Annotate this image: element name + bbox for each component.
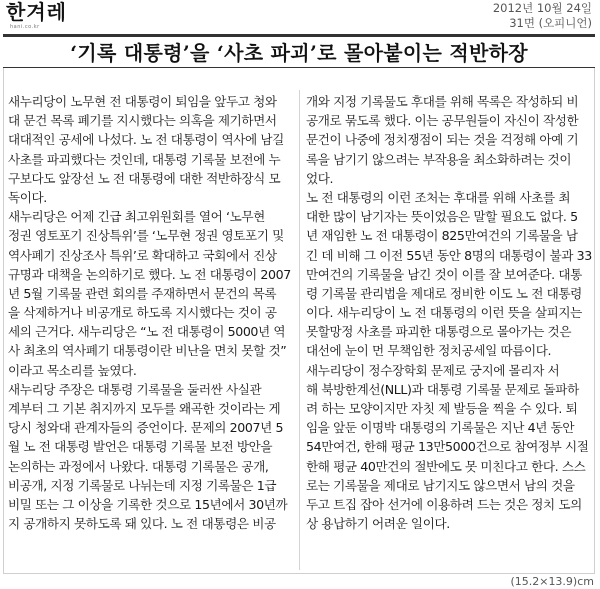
article-line: 려 하는 모양이지만 자칫 제 발등을 찍을 수 있다. 퇴 [306,401,578,416]
article-line: 규명과 대책을 논의하기로 했다. 노 전 대통령이 2007 [8,266,291,282]
article-line: 새누리당이 노무현 전 대통령이 퇴임을 앞두고 청와 [8,94,277,109]
article-line: 대 문건 목록 폐기를 지시했다는 의혹을 제기하면서 [8,113,277,129]
article-column-left [8,92,298,533]
article-line: 노 전 대통령의 이런 조처는 후대를 위해 사초를 최 [306,189,571,205]
article-line: 지 공개하지 못하도록 돼 있다. 노 전 대통령은 비공 [8,516,276,532]
article-line: 년 재임한 노 전 대통령이 825만여건의 기록물을 남 [306,228,578,244]
headline: ‘기록 대통령’을 ‘사초 파괴’로 몰아붙이는 적반하장 [70,41,528,65]
article-line: 논의하는 과정에서 나왔다. 대통령 기록물은 공개, [8,458,269,474]
article-line: 만여건의 기록물을 남긴 것이 이를 잘 보여준다. 대통 [306,266,582,282]
article-size-note: (15.2×13.9)cm [510,575,594,588]
article-line: 이라고 목소리를 높였다. [8,362,137,378]
publication-date: 2012년 10월 24일 [492,1,592,15]
article-line: 못할망정 사초를 파괴한 대통령으로 몰아가는 것은 [306,324,572,340]
article-line: 상 용납하기 어려운 일이다. [306,516,450,532]
article-line: 대한 많이 남기자는 뜻이었음은 말할 필요도 없다. 5 [306,209,578,225]
article-line: 로는 기록물을 제대로 남기지도 않으면서 남의 것을 [306,477,575,493]
article-line: 해 북방한계선(NLL)과 대통령 기록물 문제로 돌파하 [306,381,579,397]
article-line: 계부터 그 기본 취지까지 모두를 왜곡한 것이라는 게 [8,401,281,416]
article-line: 비공개, 지정 기록물로 나뉘는데 지정 기록물은 1급 [8,477,277,493]
newspaper-logo-subtext: hani.co.kr [10,24,40,30]
article-line: 역사폐기 진상조사 특위’로 확대하고 국회에서 진상 [8,247,277,263]
article-line: 54만여건, 한해 평균 13만5000건으로 참여정부 시절 [306,439,589,455]
newspaper-logo: 한겨레 [6,0,67,24]
headline-box [3,34,595,68]
article-column-right [306,92,596,533]
article-line: 정권 영토포기 진상특위’를 ‘노무현 정권 영토포기 및 [8,228,284,244]
article-line: 새누리당 주장은 대통령 기록물을 둘러싼 사실관 [8,381,262,397]
article-line: 을 삭제하거나 비공개로 하도록 지시했다는 것이 공 [8,305,277,321]
article-line: 세의 근거다. 새누리당은 “노 전 대통령이 5000년 역 [8,324,286,340]
article-line: 령 기록물 관리법을 제대로 정비한 이도 노 전 대통령 [306,285,582,301]
article-line: 이다. 새누리당이 노 전 대통령의 이런 뜻을 살피지는 [306,305,582,321]
article-line: 새누리당이 정수장학회 문제로 궁지에 몰리자 서 [306,362,560,378]
column-divider [299,90,300,570]
masthead [0,0,600,36]
article-line: 년 5월 기록물 관련 회의를 주재하면서 문건의 목록 [8,285,277,301]
article-line: 사 최초의 역사폐기 대통령이란 비난을 면치 못할 것” [8,343,287,359]
article-line: 었다. [306,170,334,186]
article-line: 임을 앞둔 이명박 대통령의 기록물은 지난 4년 동안 [306,420,575,436]
article-line: 공개로 묶도록 했다. 이는 공무원들이 자신이 작성한 [306,113,579,129]
article-line: 독이다. [8,189,47,205]
article-line: 록을 남기기 않으려는 부작용을 최소화하려는 것이 [306,151,572,167]
article-line: 한해 평균 40만건의 절반에도 못 미친다고 한다. 스스 [306,458,586,474]
article-line: 새누리당은 어제 긴급 최고위원회를 열어 ‘노무현 [8,209,265,225]
article-line: 대선에 눈이 먼 무책임한 정치공세일 따름이다. [306,343,552,359]
article-line: 월 노 전 대통령 발언은 대통령 기록물 보전 방안을 [8,439,273,455]
article-line: 문건이 나중에 정치쟁점이 되는 것을 걱정해 아예 기 [306,132,579,148]
article-line: 당시 청와대 관계자들의 증언이다. 문제의 2007년 5 [8,420,284,436]
article-line: 두고 트집 잡아 선거에 이용하려 드는 것은 정치 도의 [306,496,582,512]
article-line: 개와 지정 기록물도 후대를 위해 목록은 작성하되 비 [306,94,579,109]
article-line: 사초를 파괴했다는 것인데, 대통령 기록물 보전에 누 [8,151,281,167]
article-line: 비밀 또는 그 이상을 기록한 것으로 15년에서 30년까 [8,496,288,512]
article-line: 긴 데 비해 그 이전 55년 동안 8명의 대통령이 불과 33 [306,247,592,263]
article-line: 대대적인 공세에 나섰다. 노 전 대통령이 역사에 남길 [8,132,284,148]
page-section: 31면 (오피니언) [509,16,592,30]
article-line: 구보다도 앞장선 노 전 대통령에 대한 적반하장식 모 [8,170,281,186]
